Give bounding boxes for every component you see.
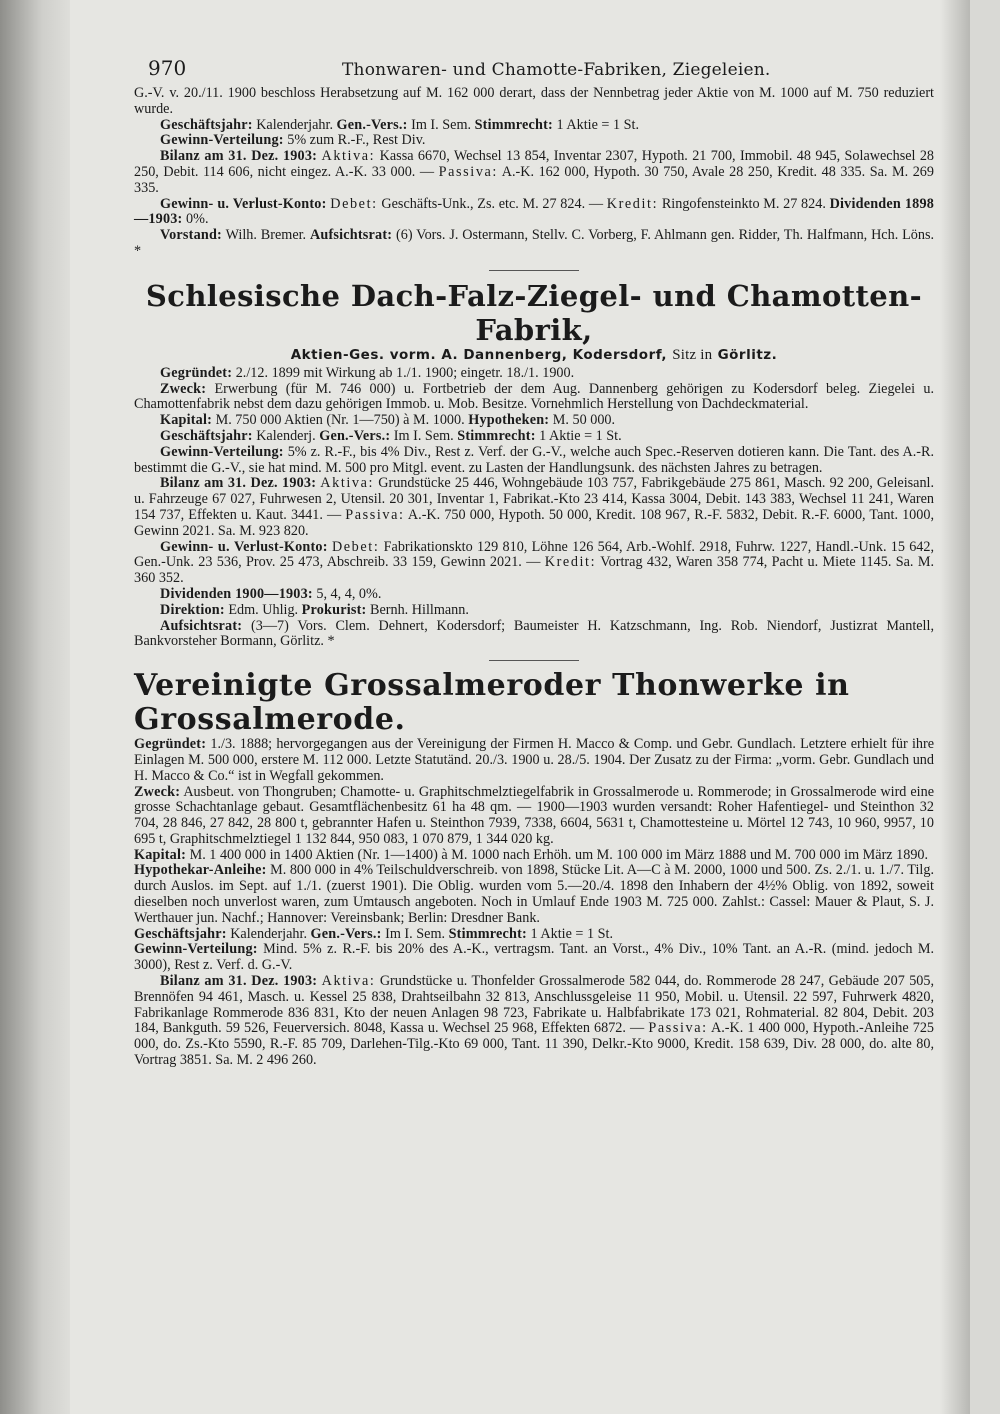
page-header [134, 52, 934, 86]
vorstand-paragraph: Vorstand: Wilh. Bremer. Aufsichtsrat: (6) Vors. J. Ostermann, Stellv. C. Vorberg, F. Ahlmann gen. Ridder, Th. Halfmann, Hch. Löns. * [134, 227, 935, 259]
bilanz-paragraph: Bilanz am 31. Dez. 1903: Aktiva: Grundstücke 25 446, Wohngebäude 103 757, Fabrikgebäude 275 861, Masch. 92 200, Geleisanl. u. Fahrzeuge 67 027, Fuhrwesen 2, Utensil. 20 301, Inventar 1, Fabrikat.-Kto 23 414, Kassa 3004, Debit. 143 383, Wechsel 11 241, Waren 154 737, Effekten u. Kaut. 3441. — Passiva: A.-K. 750 000, Hypoth. 50 000, Kredit. 108 967, R.-F. 5832, Debit. R.-F. 6000, Tant. 1000, Gewinn 2021. Sa. M. 923 820. [134, 475, 935, 539]
kapital-paragraph: Kapital: M. 1 400 000 in 1400 Aktien (Nr. 1—1400) à M. 1000 nach Erhöh. um M. 100 000 im März 1888 und M. 700 000 im März 1890. [134, 846, 929, 863]
section-previous-company [134, 86, 934, 260]
gv-line: G.-V. v. 20./11. 1900 beschloss Herabsetzung auf M. 162 000 derart, dass der Nennbetrag jeder Aktie von M. 1000 auf M. 750 reduziert wurde. [134, 85, 934, 117]
book-gutter [0, 0, 70, 1414]
geschaeftsjahr-line: Geschäftsjahr: Kalenderjahr. Gen.-Vers.: Im I. Sem. Stimmrecht: 1 Aktie = 1 St. [134, 925, 613, 942]
gegruendet-line: Gegründet: 2./12. 1899 mit Wirkung ab 1./1. 1900; eingetr. 18./1. 1900. [160, 364, 575, 381]
geschaeftsjahr-line: Geschäftsjahr: Kalenderjahr. Gen.-Vers.: Im I. Sem. Stimmrecht: 1 Aktie = 1 St. [160, 116, 639, 133]
hypothekar-anleihe-paragraph: Hypothekar-Anleihe: M. 800 000 in 4% Teilschuldverschreib. von 1898, Stücke Lit. A—C à M. 2000, 1000 und 500. Zs. 2./1. u. 1./7. Tilg. durch Auslos. im Sept. auf 1./1. (zuerst 1901). Die Oblig. wurden vom 5.—20./4. 1898 den Inhabern der 4½% Oblig. von 1892, soweit dieselben noch unverlost waren, zum Umtausch angeboten. Noch in Umlauf Ende 1903 M. 725 000. Zahlst.: Cassel: Mauer & Plaut, S. J. Werthauer jun. Nachf.; Hannover: Vereinsbank; Berlin: Dresdner Bank. [134, 862, 934, 926]
section-divider [489, 270, 579, 271]
dividenden-line: Dividenden 1900—1903: 5, 4, 4, 0%. [160, 585, 382, 602]
geschaeftsjahr-line: Geschäftsjahr: Kalenderj. Gen.-Vers.: Im I. Sem. Stimmrecht: 1 Aktie = 1 St. [160, 427, 622, 444]
section-divider [489, 660, 579, 661]
guv-paragraph: Gewinn- u. Verlust-Konto: Debet: Fabrikationskto 129 810, Löhne 126 564, Arb.-Wohlf. 2918, Fuhrw. 1227, Handl.-Unk. 15 642, Gen.-Unk. 23 536, Prov. 25 473, Abschreib. 33 159, Gewinn 2021. — Kredit: Vortrag 432, Waren 358 774, Pacht u. Miete 1145. Sa. M. 360 352. [134, 538, 935, 587]
kapital-line: Kapital: M. 750 000 Aktien (Nr. 1—750) à M. 1000. Hypotheken: M. 50 000. [160, 412, 616, 429]
gewinn-verteilung-paragraph: Gewinn-Verteilung: Mind. 5% z. R.-F. bis 20% des A.-K., vertragsm. Tant. an Vorst., 4% Div., 10% Tant. an A.-R. (mind. jedoch M. 3000), Rest z. Verf. d. G.-V. [134, 941, 934, 974]
zweck-paragraph: Zweck: Ausbeut. von Thongruben; Chamotte- u. Graphitschmelztiegelfabrik in Grossalmerode u. Rommerode; in Grossalmerode wird eine grosse Schachtanlage gebaut. Gesamtflächenbesitz 61 ha 48 qm. — 1900—1903 wurden versandt: Roher Hafentiegel- und Steinthon 32 704, 28 846, 27 842, 28 800 t, gebrannter Hafen u. Steinthon 7939, 7338, 6604, 5631 t, Chamottesteine u. Mörtel 12 743, 10 960, 9957, 10 695 t, Graphitschmelztiegel 1 132 844, 950 083, 1 070 879, 1 344 020 kg. [134, 783, 934, 847]
gewinn-verteilung-paragraph: Gewinn-Verteilung: 5% z. R.-F., bis 4% Div., Rest z. Verf. der G.-V., welche auch Spec.-Reserven dotieren kann. Die Tant. des A.-R. bestimmt die G.-V., sie hat mind. M. 500 pro Mitgl. event. zu Lasten der Handlungsunk. des nächsten Jahres zu betragen. [134, 443, 934, 476]
direktion-line: Direktion: Edm. Uhlig. Prokurist: Bernh. Hillmann. [160, 601, 469, 618]
gewinn-verteilung-line: Gewinn-Verteilung: 5% zum R.-F., Rest Div. [160, 132, 426, 149]
section-schlesische [134, 279, 934, 650]
company-title-schlesische: Schlesische Dach-Falz-Ziegel- und Chamotten-Fabrik, [145, 278, 923, 347]
page-edge-shadow [940, 0, 970, 1414]
bilanz-paragraph: Bilanz am 31. Dez. 1903: Aktiva: Kassa 6670, Wechsel 13 854, Inventar 2307, Hypoth. 21 700, Immobil. 48 945, Solawechsel 28 250, Debit. 114 606, nicht eingez. A.-K. 33 000. — Passiva: A.-K. 162 000, Hypoth. 30 750, Avale 28 250, Kredit. 48 335. Sa. M. 269 335. [134, 148, 935, 196]
company-title-vereinigte: Vereinigte Grossalmeroder Thonwerke in Grossalmerode. [134, 668, 850, 738]
page-content [134, 52, 934, 1069]
guv-paragraph: Gewinn- u. Verlust-Konto: Debet: Geschäfts-Unk., Zs. etc. M. 27 824. — Kredit: Ringofensteinkto M. 27 824. Dividenden 1898—1903: 0%. [134, 195, 935, 228]
bilanz-paragraph: Bilanz am 31. Dez. 1903: Aktiva: Grundstücke u. Thonfelder Grossalmerode 582 044, do. Rommerode 28 247, Gebäude 207 505, Brennöfen 94 461, Masch. u. Kessel 25 838, Drahtseilbahn 32 813, Anschlussgeleise 11 950, Mobil. u. Utensil. 22 597, Fuhrwerk 4820, Fabrikanlage Rommerode 836 831, Kto der neuen Anlagen 98 723, Fabrikate u. Halbfabrikate 173 021, Rohmaterial. 82 804, Debit. 203 184, Bankguth. 59 526, Feuerversich. 8048, Kassa u. Wechsel 25 968, Effekten 6872. — Passiva: A.-K. 1 400 000, Hypoth.-Anleihe 725 000, do. Zs.-Kto 5590, R.-F. 85 709, Darlehen-Tilg.-Kto 69 000, Tant. 11 390, Delkr.-Kto 9000, Kredit. 158 639, Div. 28 000, do. alte 80, Vortrag 3851. Sa. M. 2 496 260. [134, 973, 935, 1069]
page-number: 970 [148, 56, 187, 80]
running-title: Thonwaren- und Chamotte-Fabriken, Ziegeleien. [342, 60, 771, 80]
company-subtitle-schlesische: Aktien-Ges. vorm. A. Dannenberg, Kodersdorf, Sitz in Görlitz. [290, 346, 778, 363]
section-vereinigte [134, 669, 934, 1069]
zweck-paragraph: Zweck: Erwerbung (für M. 746 000) u. Fortbetrieb der dem Aug. Dannenberg gehörigen zu Kodersdorf beleg. Ziegelei u. Chamottenfabrik nebst dem dazu gehörigen Immob. u. Mob. Besitze. Vornehmlich Herstellung von Dachdeckmaterial. [134, 380, 934, 413]
aufsichtsrat-paragraph: Aufsichtsrat: (3—7) Vors. Clem. Dehnert, Kodersdorf; Baumeister H. Katzschmann, Ing. Rob. Niendorf, Justizrat Mantell, Bankvorsteher Bormann, Görlitz. * [134, 617, 934, 650]
gegruendet-paragraph: Gegründet: 1./3. 1888; hervorgegangen aus der Vereinigung der Firmen H. Macco & Comp. und Gebr. Gundlach. Letztere erhielt für ihre Einlagen M. 500 000, erstere M. 112 000. Letzte Statutänd. 20./3. 1900 u. 28./5. 1904. Der Zusatz zu der Firma: „vorm. Gebr. Gundlach und H. Macco & Co.“ ist in Wegfall gekommen. [134, 736, 934, 784]
